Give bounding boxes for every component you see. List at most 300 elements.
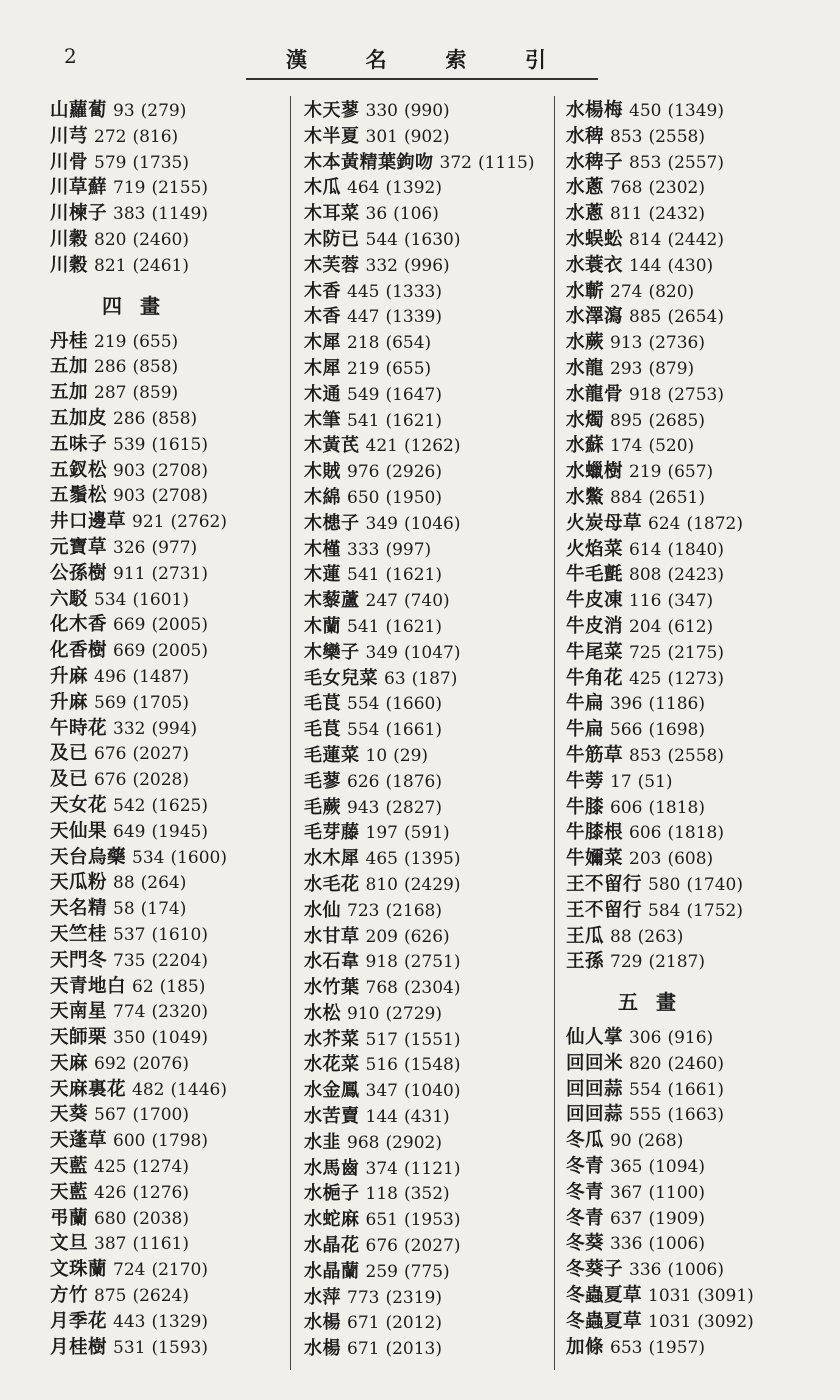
index-entry: [304, 304, 554, 330]
page-ref: 517: [365, 1029, 398, 1050]
index-entry: [50, 406, 280, 432]
page-ref: 725: [629, 642, 662, 663]
index-entry: [50, 845, 280, 871]
plate-number: (1698): [648, 720, 705, 741]
index-entry: [304, 588, 554, 614]
plate-number: (2654): [667, 307, 724, 328]
entry-name: 木耳菜: [304, 203, 360, 225]
header-rule: [246, 78, 598, 80]
plate-number: (2304): [403, 978, 461, 999]
index-entry: [304, 537, 554, 563]
plate-number: (2027): [132, 744, 189, 765]
plate-number: (997): [385, 539, 432, 560]
plate-number: (1548): [403, 1055, 461, 1076]
plate-number: (1186): [648, 694, 705, 715]
entry-name: 毛蓮菜: [304, 744, 360, 766]
page-ref: 537: [113, 924, 146, 945]
index-entry: [50, 896, 280, 922]
entry-name: 天瓜粉: [50, 872, 108, 894]
index-entry: [566, 304, 836, 330]
index-entry: [50, 664, 280, 690]
plate-number: (2028): [132, 770, 189, 791]
entry-name: 牛嬭菜: [566, 848, 624, 870]
plate-number: (185): [159, 976, 206, 997]
section-heading-text: 四畫: [102, 293, 178, 318]
entry-name: 木槵子: [304, 512, 360, 534]
page-ref: 144: [365, 1107, 398, 1128]
index-entry: [566, 150, 836, 176]
page-ref: 671: [347, 1313, 380, 1334]
plate-number: (187): [411, 668, 458, 689]
page-ref: 293: [610, 358, 643, 379]
index-entry: [304, 795, 554, 821]
page-ref: 676: [365, 1236, 398, 1257]
index-entry: [304, 975, 554, 1001]
page-ref: 396: [610, 694, 643, 715]
page-ref: 88: [113, 873, 135, 894]
entry-name: 木芙蓉: [304, 254, 360, 276]
index-entry: [50, 124, 280, 150]
index-entry: [50, 253, 280, 279]
entry-name: 天葵: [50, 1104, 89, 1126]
entry-name: 方竹: [50, 1285, 89, 1307]
page-ref: 534: [94, 589, 127, 610]
entry-name: 牛扁: [566, 719, 605, 741]
page-ref: 445: [347, 281, 380, 302]
entry-name: 水石韋: [304, 951, 360, 973]
index-entry: [566, 924, 836, 950]
entry-name: 天藍: [50, 1156, 89, 1178]
index-entry: [50, 1206, 280, 1232]
plate-number: (1740): [686, 874, 743, 895]
index-entry: [566, 1128, 836, 1154]
page-ref: 903: [113, 486, 146, 507]
page-number: 2: [64, 44, 77, 68]
index-entry: [304, 769, 554, 795]
index-entry: [304, 1156, 554, 1182]
plate-number: (1876): [385, 771, 442, 792]
plate-number: (1625): [151, 795, 208, 816]
entry-name: 天蓬草: [50, 1130, 108, 1152]
plate-number: (1663): [667, 1105, 724, 1126]
index-entry: [304, 924, 554, 950]
index-entry: [566, 562, 836, 588]
entry-name: 水蘄: [566, 280, 605, 302]
page-ref: 349: [365, 513, 398, 534]
index-entry: [304, 253, 554, 279]
plate-number: (2731): [151, 563, 208, 584]
plate-number: (1115): [477, 152, 535, 173]
page-ref: 330: [365, 101, 398, 121]
index-entry: [566, 382, 836, 408]
entry-name: 水燭: [566, 409, 605, 431]
entry-name: 王不留行: [566, 873, 643, 895]
page-ref: 383: [113, 204, 146, 225]
page-ref: 541: [347, 565, 380, 586]
index-entry: [50, 201, 280, 227]
page-ref: 286: [113, 408, 146, 429]
entry-name: 川楝子: [50, 203, 108, 225]
index-entry: [50, 483, 280, 509]
entry-name: 王孫: [566, 951, 605, 973]
page-ref: 426: [94, 1182, 127, 1203]
page-ref: 624: [648, 513, 681, 534]
index-entry: [304, 1336, 554, 1362]
entry-name: 牛皮凍: [566, 590, 624, 612]
entry-name: 木蘭: [304, 615, 341, 637]
index-entry: [50, 1154, 280, 1180]
index-entry: [566, 1309, 836, 1335]
entry-name: 水蠟樹: [566, 461, 624, 483]
plate-number: (1047): [403, 642, 461, 663]
page-ref: 542: [113, 795, 146, 816]
plate-number: (1615): [151, 434, 208, 455]
page-ref: 347: [365, 1081, 398, 1102]
index-entry: [304, 1207, 554, 1233]
page-ref: 579: [94, 152, 127, 173]
index-entry: [50, 1335, 280, 1361]
plate-number: (2168): [385, 900, 442, 921]
plate-number: (1094): [648, 1157, 705, 1178]
plate-number: (1798): [151, 1131, 208, 1152]
entry-name: 冬青: [566, 1207, 605, 1229]
entry-name: 化木香: [50, 614, 108, 636]
plate-number: (858): [151, 408, 198, 429]
entry-name: 木筆: [304, 409, 341, 431]
page-ref: 10: [365, 745, 388, 766]
page-ref: 884: [610, 487, 643, 508]
plate-number: (1121): [403, 1158, 461, 1179]
plate-number: (2753): [667, 384, 724, 405]
plate-number: (1601): [132, 589, 189, 610]
entry-name: 月季花: [50, 1310, 108, 1332]
index-entry: [566, 1206, 836, 1232]
page-ref: 516: [365, 1055, 398, 1076]
entry-name: 冬蟲夏草: [566, 1285, 643, 1307]
entry-name: 水楊: [304, 1338, 341, 1360]
index-entry: [304, 330, 554, 356]
page-ref: 976: [347, 462, 380, 483]
entry-name: 水稗子: [566, 151, 624, 173]
entry-name: 五釵松: [50, 459, 108, 481]
plate-number: (2187): [648, 952, 705, 973]
index-entry: [50, 587, 280, 613]
index-entry: [566, 588, 836, 614]
page-ref: 650: [347, 487, 380, 508]
index-entry: [50, 1180, 280, 1206]
index-entry: [566, 691, 836, 717]
page-ref: 421: [365, 436, 398, 457]
page-ref: 219: [94, 331, 127, 352]
entry-name: 毛茛: [304, 719, 341, 741]
plate-number: (2076): [132, 1053, 189, 1074]
section-heading: [50, 289, 280, 323]
plate-number: (1262): [403, 436, 461, 457]
index-entry: [566, 537, 836, 563]
page-ref: 768: [610, 178, 643, 199]
page-ref: 272: [94, 126, 127, 147]
index-entry: [304, 1130, 554, 1156]
entry-name: 山蘿蔔: [50, 100, 108, 121]
page-ref: 332: [113, 718, 146, 739]
index-entry: [566, 201, 836, 227]
entry-name: 冬蟲夏草: [566, 1310, 643, 1332]
plate-number: (1660): [385, 694, 442, 715]
plate-number: (2013): [385, 1339, 442, 1360]
plate-number: (2685): [648, 410, 705, 431]
page-ref: 306: [629, 1028, 662, 1049]
page-ref: 968: [347, 1132, 380, 1153]
index-entry: [50, 974, 280, 1000]
page-ref: 719: [113, 178, 146, 199]
entry-name: 水晶蘭: [304, 1260, 360, 1282]
entry-name: 天麻: [50, 1052, 89, 1074]
plate-number: (1329): [151, 1311, 208, 1332]
page-ref: 219: [629, 462, 662, 483]
entry-name: 木香: [304, 306, 341, 328]
entry-name: 化香樹: [50, 640, 108, 662]
page-ref: 671: [347, 1339, 380, 1360]
plate-number: (2460): [132, 229, 189, 250]
plate-number: (1661): [385, 720, 442, 741]
page-ref: 810: [365, 874, 398, 895]
plate-number: (1600): [170, 847, 227, 868]
entry-name: 毛蕨: [304, 796, 341, 818]
index-entry: [304, 1310, 554, 1336]
page-ref: 811: [610, 204, 643, 225]
entry-name: 牛毛氈: [566, 564, 624, 586]
plate-number: (1339): [385, 307, 442, 328]
entry-name: 木瓜: [304, 177, 341, 199]
page-ref: 606: [610, 797, 643, 818]
index-entry: [566, 1025, 836, 1051]
plate-number: (1840): [667, 539, 724, 560]
plate-number: (2751): [403, 952, 461, 973]
plate-number: (2827): [385, 797, 442, 818]
entry-name: 水蘇: [566, 435, 605, 457]
plate-number: (655): [385, 358, 432, 379]
entry-name: 川穀: [50, 254, 89, 276]
column-divider: [554, 96, 555, 1370]
page-ref: 549: [347, 384, 380, 405]
entry-name: 六駁: [50, 588, 89, 610]
page-ref: 774: [113, 1002, 146, 1023]
page-ref: 443: [113, 1311, 146, 1332]
index-entry: [50, 612, 280, 638]
plate-number: (520): [648, 436, 695, 457]
plate-number: (1274): [132, 1157, 189, 1178]
plate-number: (2460): [667, 1053, 724, 1074]
page-ref: 349: [365, 642, 398, 663]
page-ref: 531: [113, 1337, 146, 1358]
entry-name: 火焰菜: [566, 538, 624, 560]
index-entry: [566, 253, 836, 279]
entry-name: 牛扁: [566, 693, 605, 715]
page-ref: 676: [94, 744, 127, 765]
plate-number: (1006): [667, 1260, 724, 1281]
page-ref: 554: [347, 694, 380, 715]
index-entry: [304, 279, 554, 305]
entry-name: 牛皮消: [566, 615, 624, 637]
entry-name: 水澤瀉: [566, 306, 624, 328]
index-entry: [566, 1231, 836, 1257]
plate-number: (2005): [151, 615, 208, 636]
title-char: 索: [445, 47, 469, 72]
entry-name: 冬瓜: [566, 1130, 605, 1152]
plate-number: (990): [403, 101, 450, 121]
page-ref: 723: [347, 900, 380, 921]
page-ref: 584: [648, 900, 681, 921]
index-entry: [566, 666, 836, 692]
plate-number: (1621): [385, 565, 442, 586]
entry-name: 水萍: [304, 1286, 341, 1308]
index-column-3: [566, 98, 836, 1360]
page-ref: 918: [629, 384, 662, 405]
index-entry: [304, 150, 554, 176]
index-entry: [50, 819, 280, 845]
plate-number: (174): [140, 899, 187, 920]
page-ref: 566: [610, 720, 643, 741]
page-ref: 372: [439, 152, 472, 173]
index-entry: [566, 356, 836, 382]
entry-name: 牛蒡: [566, 770, 605, 792]
plate-number: (430): [667, 255, 714, 276]
index-entry: [566, 1077, 836, 1103]
index-column-1: [50, 98, 280, 1360]
entry-name: 牛尾菜: [566, 641, 624, 663]
plate-number: (1593): [151, 1337, 208, 1358]
page-ref: 555: [629, 1105, 662, 1126]
index-entry: [50, 1051, 280, 1077]
plate-number: (2926): [385, 462, 442, 483]
page-ref: 247: [365, 591, 398, 612]
index-entry: [566, 124, 836, 150]
title-char: 名: [365, 47, 389, 72]
page-ref: 1031: [648, 1311, 692, 1332]
index-entry: [50, 1283, 280, 1309]
entry-name: 水蓑衣: [566, 254, 624, 276]
page-ref: 58: [113, 899, 135, 920]
plate-number: (106): [393, 204, 439, 225]
entry-name: 毛女兒菜: [304, 667, 378, 689]
index-entry: [304, 743, 554, 769]
page-ref: 921: [132, 512, 165, 533]
page-ref: 36: [365, 204, 388, 225]
index-entry: [566, 1051, 836, 1077]
page-ref: 541: [347, 616, 380, 637]
index-entry: [50, 1257, 280, 1283]
index-entry: [304, 640, 554, 666]
index-entry: [566, 820, 836, 846]
page-ref: 62: [132, 976, 154, 997]
index-entry: [566, 743, 836, 769]
entry-name: 冬葵: [566, 1233, 605, 1255]
plate-number: (1735): [132, 152, 189, 173]
entry-name: 火炭母草: [566, 512, 643, 534]
plate-number: (2762): [170, 512, 227, 533]
page-ref: 853: [629, 152, 662, 173]
page-ref: 651: [365, 1210, 398, 1231]
entry-name: 木犀: [304, 332, 341, 354]
plate-number: (1945): [151, 821, 208, 842]
entry-name: 川穀: [50, 228, 89, 250]
title-char: 引: [524, 47, 548, 72]
plate-number: (2155): [151, 178, 208, 199]
page-ref: 814: [629, 229, 662, 250]
plate-number: (1610): [151, 924, 208, 945]
index-entry: [304, 1001, 554, 1027]
index-entry: [50, 227, 280, 253]
page-ref: 496: [94, 666, 127, 687]
entry-name: 木藜蘆: [304, 590, 360, 612]
index-entry: [566, 846, 836, 872]
page-ref: 544: [365, 229, 398, 250]
index-entry: [566, 279, 836, 305]
plate-number: (977): [151, 537, 198, 558]
plate-number: (1818): [648, 797, 705, 818]
plate-number: (2320): [151, 1002, 208, 1023]
index-entry: [50, 98, 280, 124]
index-entry: [566, 330, 836, 356]
page-ref: 326: [113, 537, 146, 558]
index-entry: [50, 716, 280, 742]
plate-number: (2708): [151, 460, 208, 481]
index-entry: [304, 356, 554, 382]
page-ref: 669: [113, 615, 146, 636]
index-entry: [566, 1102, 836, 1128]
page-ref: 567: [94, 1105, 127, 1126]
page-ref: 808: [629, 565, 662, 586]
page-ref: 374: [365, 1158, 398, 1179]
plate-number: (612): [667, 616, 714, 637]
page-ref: 676: [94, 770, 127, 791]
entry-name: 水龍: [566, 357, 605, 379]
plate-number: (816): [132, 126, 179, 147]
plate-number: (654): [385, 333, 432, 354]
plate-number: (1818): [667, 823, 724, 844]
entry-name: 升麻: [50, 691, 89, 713]
entry-name: 木黃芪: [304, 435, 360, 457]
plate-number: (1647): [385, 384, 442, 405]
page-ref: 913: [610, 333, 643, 354]
page-ref: 606: [629, 823, 662, 844]
plate-number: (2204): [151, 950, 208, 971]
entry-name: 木天蓼: [304, 100, 360, 121]
plate-number: (2558): [667, 745, 724, 766]
entry-name: 水馬齒: [304, 1157, 360, 1179]
index-entry: [566, 485, 836, 511]
index-entry: [304, 666, 554, 692]
entry-name: 木香: [304, 280, 341, 302]
plate-number: (268): [637, 1131, 684, 1152]
page-ref: 209: [365, 926, 398, 947]
entry-name: 牛角花: [566, 667, 624, 689]
plate-number: (916): [667, 1028, 714, 1049]
page-ref: 554: [347, 720, 380, 741]
page-ref: 820: [629, 1053, 662, 1074]
entry-name: 水金鳳: [304, 1080, 360, 1102]
entry-name: 牛膝根: [566, 822, 624, 844]
plate-number: (2651): [648, 487, 705, 508]
index-entry: [566, 769, 836, 795]
plate-number: (1273): [667, 668, 724, 689]
index-entry: [304, 175, 554, 201]
plate-number: (1950): [385, 487, 442, 508]
index-column-2: [304, 98, 554, 1362]
entry-name: 升麻: [50, 665, 89, 687]
index-entry: [566, 1257, 836, 1283]
plate-number: (994): [151, 718, 198, 739]
